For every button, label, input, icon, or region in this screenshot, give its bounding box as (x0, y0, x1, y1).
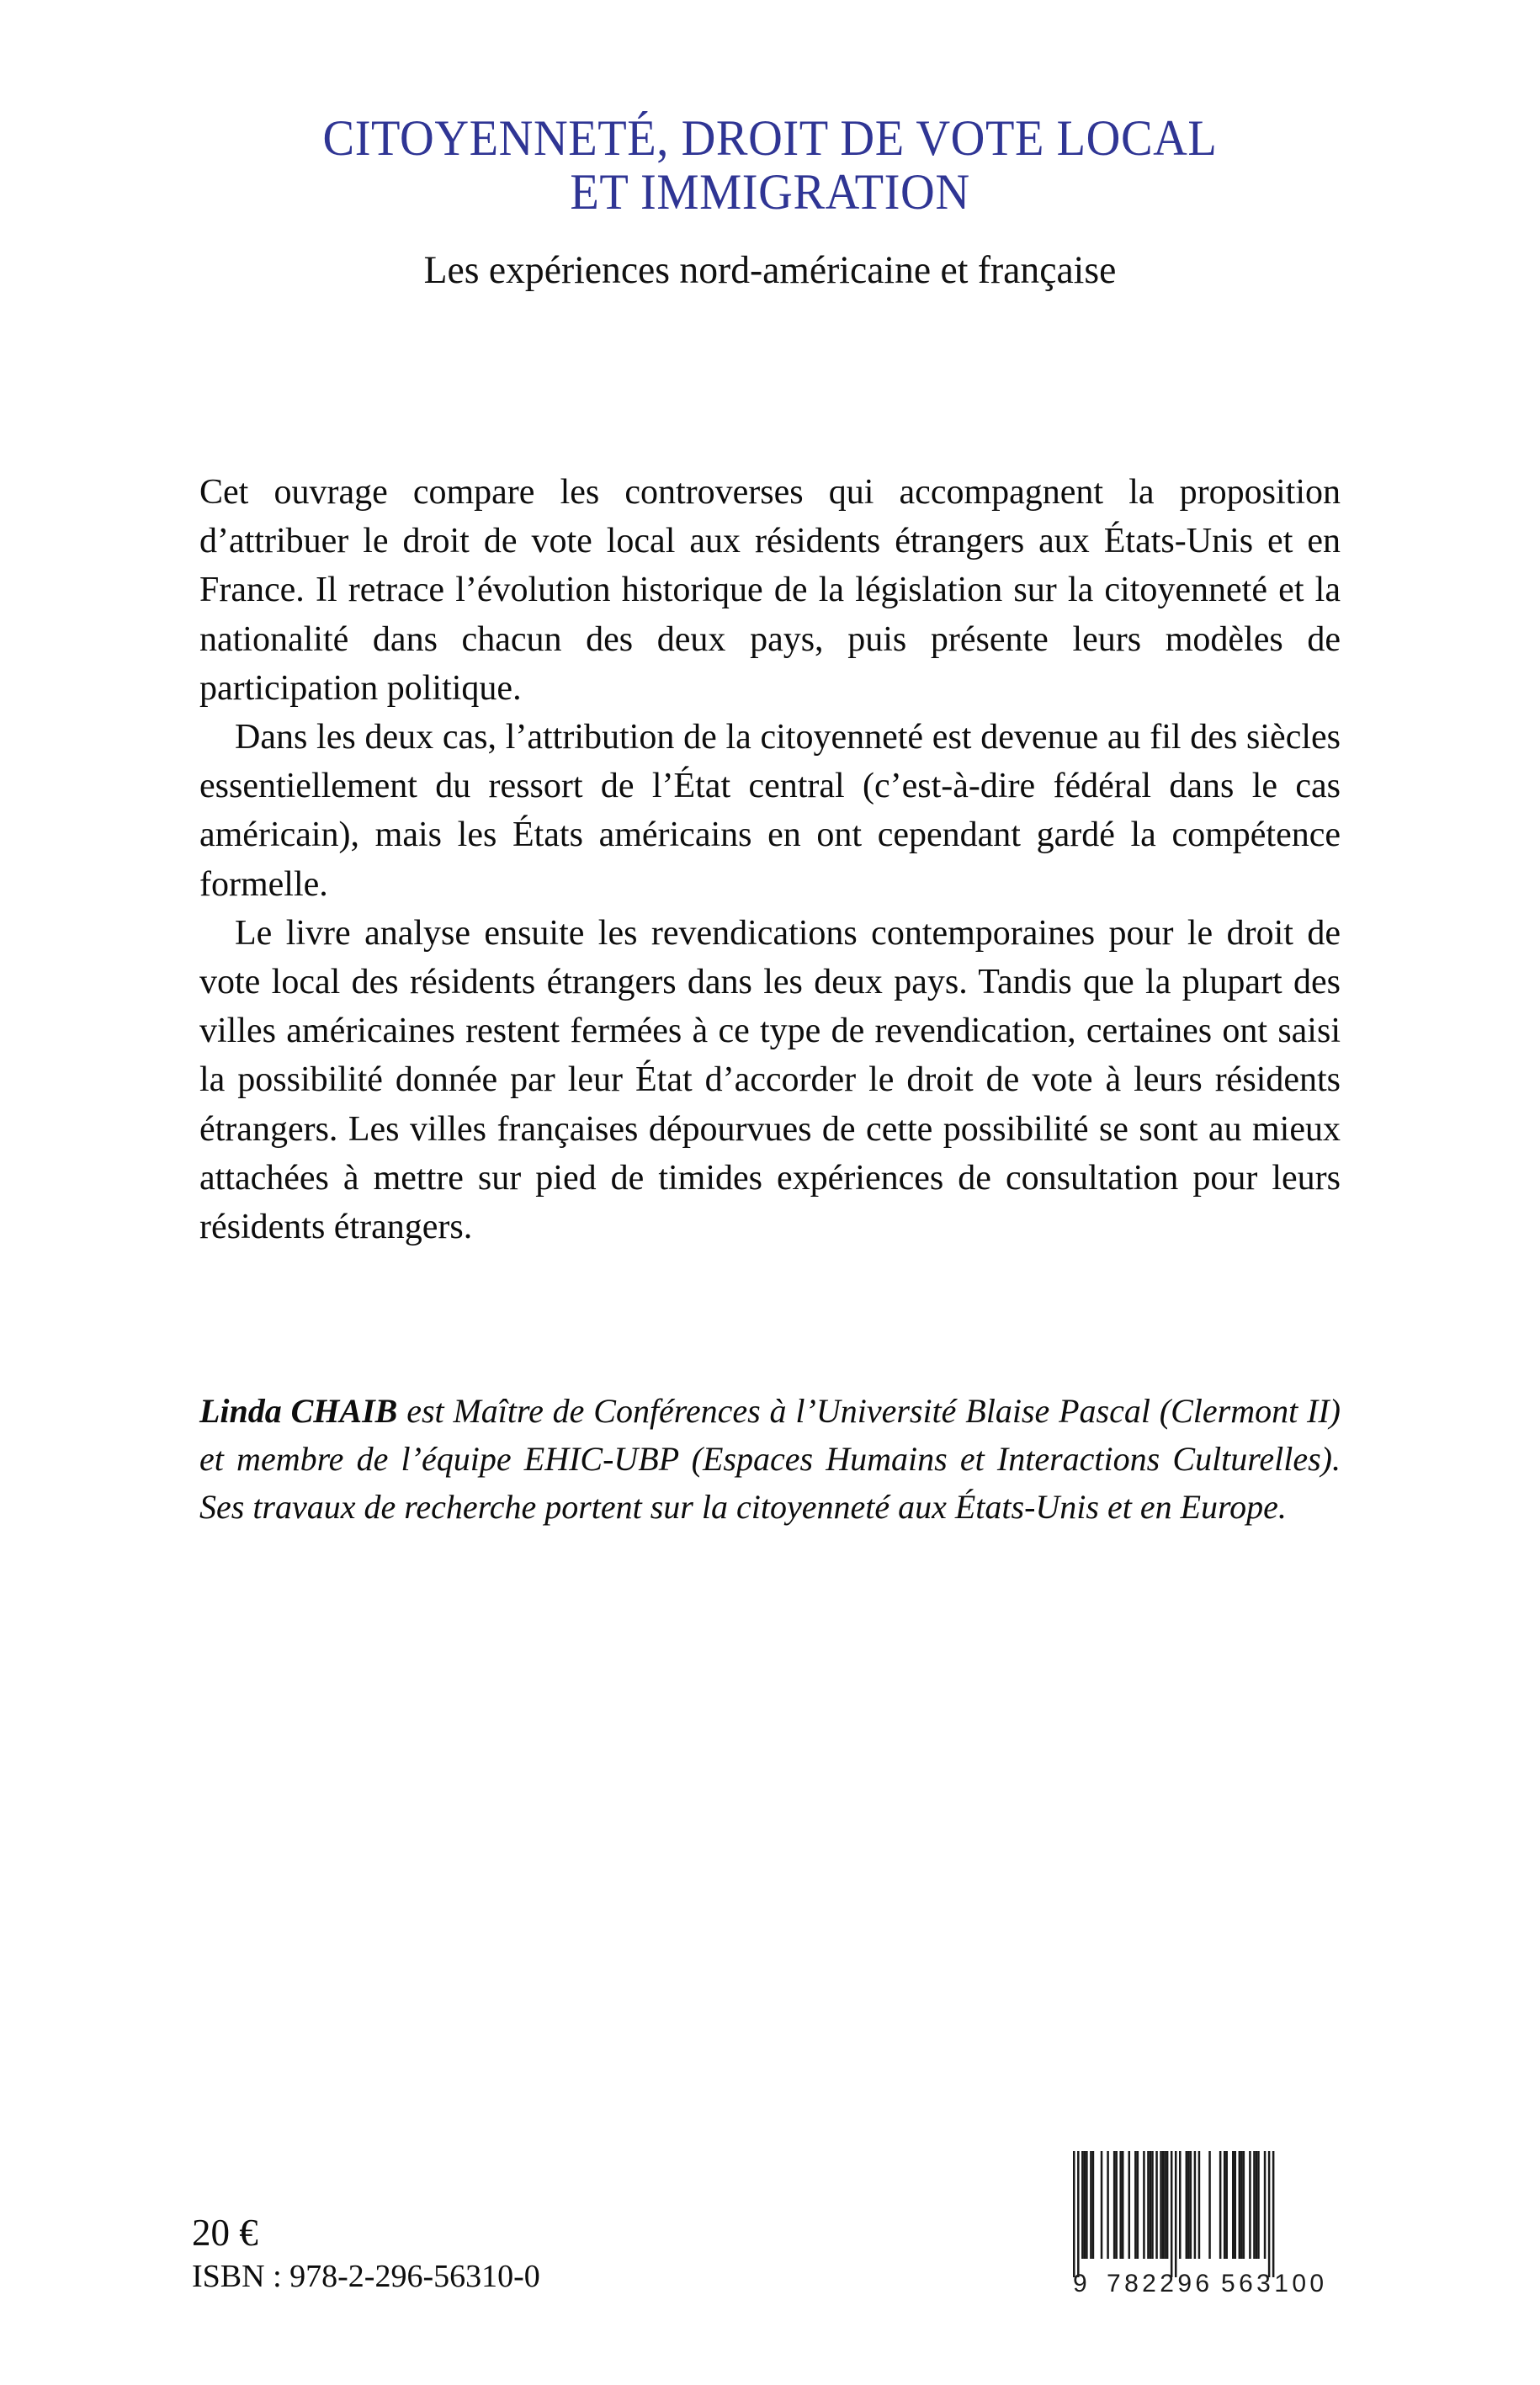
title-line-2: ET IMMIGRATION (570, 164, 970, 220)
title-line-1: CITOYENNETÉ, DROIT DE VOTE LOCAL (322, 110, 1218, 166)
author-bio-text: est Maître de Conférences à l’Université Blaise Pascal (Clermont II) et membre de l’équipe EHIC-UBP (Espaces Humains et Interactions Culturelles). Ses travaux de recherche portent sur la citoyenneté aux États-Unis et en Europe. (199, 1392, 1341, 1526)
blurb-paragraph-2: Dans les deux cas, l’attribution de la citoyenneté est devenue au fil des siècles essentiellement du ressort de l’État central (c’est-à-dire fédéral dans le cas américain), mais les États américains en ont cependant gardé la compétence formelle. (199, 718, 1341, 904)
blurb-text (199, 468, 1341, 1251)
barcode (1065, 2138, 1351, 2297)
svg-text:563100: 563100 (1221, 2270, 1328, 2297)
price: 20 € (192, 2212, 258, 2254)
barcode-svg (1065, 2138, 1351, 2297)
isbn: ISBN : 978-2-296-56310-0 (192, 2259, 540, 2294)
svg-text:9: 9 (1073, 2270, 1087, 2297)
svg-text:782296: 782296 (1107, 2270, 1213, 2297)
blurb-paragraph-3: Le livre analyse ensuite les revendications contemporaines pour le droit de vote local des résidents étrangers dans les deux pays. Tandis que la plupart des villes américaines restent fermées à ce type de revendication, certaines ont saisi la possibilité donnée par leur État d’accorder le droit de vote à leurs résidents étrangers. Les villes françaises dépourvues de cette possibilité se sont au mieux attachées à mettre sur pied de timides expériences de consultation pour leurs résidents étrangers. (199, 913, 1341, 1247)
footer-left (192, 2209, 865, 2297)
author-bio (199, 1387, 1341, 1531)
page-title (46, 111, 1494, 219)
blurb-paragraph-1: Cet ouvrage compare les controverses qui accompagnent la proposition d’attribuer le droit de vote local aux résidents étrangers aux États-Unis et en France. Il retrace l’évolution historique de la législation sur la citoyenneté et la nationalité dans chacun des deux pays, puis présente leurs modèles de participation politique. (199, 473, 1341, 708)
title-block (0, 111, 1540, 219)
author-name: Linda CHAIB (199, 1392, 398, 1430)
page-subtitle: Les expériences nord-américaine et française (423, 248, 1117, 292)
